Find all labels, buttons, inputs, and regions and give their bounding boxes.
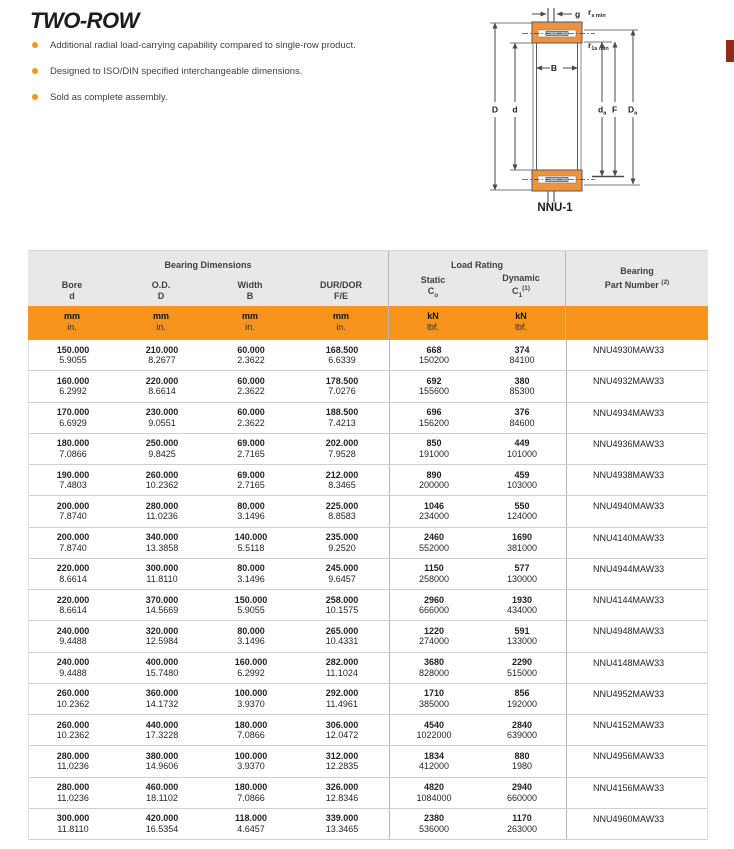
cell-static: 668 150200 bbox=[389, 340, 478, 370]
cell-static: 1834 412000 bbox=[389, 746, 478, 776]
cell-static: 1220 274000 bbox=[389, 621, 478, 651]
bullet-icon bbox=[32, 68, 38, 74]
cell-dur-dor: 258.000 10.1575 bbox=[325, 594, 359, 615]
feature-text: Designed to ISO/DIN specified interchangeable dimensions. bbox=[50, 66, 303, 77]
diagram-label-g: g bbox=[575, 9, 581, 19]
feature-list bbox=[32, 40, 462, 118]
cell-od: 460.000 18.1102 bbox=[145, 782, 179, 803]
cell-static: 890 200000 bbox=[389, 465, 478, 495]
cell-dynamic: 550 124000 bbox=[506, 500, 538, 522]
unit-cell: kN lbf. bbox=[514, 311, 527, 332]
cell-part-number: NNU4140MAW33 bbox=[566, 528, 709, 558]
column-header-part-number bbox=[565, 251, 708, 306]
cell-width: 118.000 4.6457 bbox=[234, 813, 268, 834]
table-row bbox=[29, 684, 707, 715]
cell-od: 250.000 9.8425 bbox=[145, 438, 179, 459]
units-row bbox=[28, 306, 708, 340]
cell-dur-dor: 245.000 9.6457 bbox=[325, 563, 359, 584]
cell-dynamic: 2840 639000 bbox=[506, 719, 538, 740]
unit-cell bbox=[565, 306, 708, 340]
table-row bbox=[29, 528, 707, 559]
cell-od: 400.000 15.7480 bbox=[145, 657, 179, 678]
cell-width: 160.000 6.2992 bbox=[234, 657, 268, 678]
cell-width: 80.000 3.1496 bbox=[237, 563, 265, 584]
diagram-caption: NNU-1 bbox=[537, 202, 573, 214]
column-header-static: Static $C_o$ bbox=[388, 270, 477, 306]
list-item bbox=[32, 40, 462, 51]
cell-bore: 160.000 6.2992 bbox=[56, 375, 90, 397]
diagram-label-d: d bbox=[512, 104, 518, 115]
cell-part-number: NNU4930MAW33 bbox=[566, 340, 709, 370]
cell-dur-dor: 292.000 11.4961 bbox=[325, 688, 359, 709]
cell-dynamic: 1170 263000 bbox=[506, 813, 538, 834]
cell-dur-dor: 326.000 12.8346 bbox=[325, 782, 359, 803]
unit-cell: mm in. bbox=[241, 311, 258, 332]
cell-bore: 260.000 10.2362 bbox=[56, 688, 90, 709]
table-row bbox=[29, 465, 707, 496]
part-header-line2: Part Number $^{(2)}$ bbox=[604, 279, 670, 290]
cell-part-number: NNU4148MAW33 bbox=[566, 653, 709, 683]
cell-part-number: NNU4960MAW33 bbox=[566, 809, 709, 839]
cell-dur-dor: 178.500 7.0276 bbox=[325, 375, 359, 397]
cell-dynamic: 2940 660000 bbox=[506, 782, 538, 803]
table-body bbox=[28, 340, 708, 840]
cell-bore: 170.000 6.6929 bbox=[56, 407, 90, 428]
cell-bore: 180.000 7.0866 bbox=[56, 438, 90, 459]
cell-od: 420.000 16.5354 bbox=[145, 813, 179, 834]
cell-part-number: NNU4156MAW33 bbox=[566, 778, 709, 808]
table-header bbox=[28, 250, 708, 306]
bearing-table bbox=[28, 250, 708, 840]
cell-part-number: NNU4144MAW33 bbox=[566, 590, 709, 620]
cell-od: 260.000 10.2362 bbox=[145, 469, 179, 490]
cell-part-number: NNU4152MAW33 bbox=[566, 715, 709, 745]
cell-width: 60.000 2.3622 bbox=[237, 407, 265, 428]
list-item bbox=[32, 92, 462, 103]
cell-bore: 300.000 11.8110 bbox=[56, 813, 90, 834]
cell-width: 140.000 5.5118 bbox=[234, 532, 268, 553]
cell-dynamic: 1930 434000 bbox=[506, 594, 538, 615]
table-row bbox=[29, 746, 707, 777]
cell-static: 1710 385000 bbox=[389, 684, 478, 714]
cell-bore: 280.000 11.0236 bbox=[56, 750, 90, 772]
page-edge-tab bbox=[726, 40, 734, 62]
group-header-load-rating: Load Rating bbox=[388, 251, 565, 270]
cell-od: 220.000 8.6614 bbox=[145, 375, 179, 397]
cell-static: 696 156200 bbox=[389, 403, 478, 433]
cell-dur-dor: 339.000 13.3465 bbox=[325, 813, 359, 834]
cell-static: 2460 552000 bbox=[389, 528, 478, 558]
column-header-dynamic: Dynamic $C_1^{(1)}$ bbox=[502, 273, 540, 299]
cell-dur-dor: 265.000 10.4331 bbox=[325, 625, 359, 647]
column-header-width: Width B bbox=[237, 280, 263, 301]
cell-width: 180.000 7.0866 bbox=[234, 782, 268, 803]
cell-bore: 150.000 5.9055 bbox=[56, 344, 90, 365]
bullet-icon bbox=[32, 94, 38, 100]
cell-od: 370.000 14.5669 bbox=[145, 594, 179, 615]
cell-dynamic: 380 85300 bbox=[509, 375, 535, 397]
cell-width: 80.000 3.1496 bbox=[237, 500, 265, 522]
cell-part-number: NNU4932MAW33 bbox=[566, 371, 709, 401]
cell-part-number: NNU4948MAW33 bbox=[566, 621, 709, 651]
group-header-bearing-dimensions: Bearing Dimensions bbox=[164, 260, 252, 270]
table-row bbox=[29, 371, 707, 402]
cell-dynamic: 376 84600 bbox=[509, 407, 535, 428]
unit-cell: mm in. bbox=[332, 311, 349, 332]
cell-od: 340.000 13.3858 bbox=[145, 532, 179, 553]
cell-static: 692 155600 bbox=[389, 371, 478, 401]
unit-cell: kN lbf. bbox=[388, 306, 477, 340]
cell-dur-dor: 312.000 12.2835 bbox=[325, 750, 359, 772]
diagram-label-D: D bbox=[491, 104, 499, 115]
bullet-icon bbox=[32, 42, 38, 48]
cell-width: 80.000 3.1496 bbox=[237, 625, 265, 647]
cell-part-number: NNU4944MAW33 bbox=[566, 559, 709, 589]
unit-cell: mm in. bbox=[152, 311, 169, 332]
cell-static: 1046 234000 bbox=[389, 496, 478, 526]
cell-od: 380.000 14.9606 bbox=[145, 750, 179, 772]
diagram-label-r1s-min: $r_{1s min}$ bbox=[588, 40, 609, 52]
part-header-line1: Bearing bbox=[620, 266, 654, 276]
cell-dur-dor: 202.000 7.9528 bbox=[325, 438, 359, 459]
table-row bbox=[29, 590, 707, 621]
cell-bore: 240.000 9.4488 bbox=[56, 625, 90, 647]
cell-width: 180.000 7.0866 bbox=[234, 719, 268, 740]
cell-static: 1150 258000 bbox=[389, 559, 478, 589]
table-row bbox=[29, 778, 707, 809]
cell-width: 60.000 2.3622 bbox=[237, 344, 265, 365]
cell-od: 440.000 17.3228 bbox=[145, 719, 179, 740]
cell-dur-dor: 306.000 12.0472 bbox=[325, 719, 359, 740]
cell-bore: 280.000 11.0236 bbox=[56, 782, 90, 803]
page-title: TWO-ROW bbox=[30, 8, 139, 33]
column-header-bore: Bore d bbox=[61, 280, 83, 301]
cell-bore: 190.000 7.4803 bbox=[56, 469, 90, 490]
table-row bbox=[29, 434, 707, 465]
cell-bore: 220.000 8.6614 bbox=[56, 594, 90, 615]
cell-dynamic: 1690 381000 bbox=[506, 532, 538, 553]
diagram-label-Da: $D_a$ bbox=[628, 104, 638, 117]
cell-bore: 260.000 10.2362 bbox=[56, 719, 90, 740]
bearing-diagram bbox=[462, 4, 712, 216]
bearing-cross-section bbox=[462, 4, 712, 216]
cell-dynamic: 856 192000 bbox=[506, 688, 538, 709]
diagram-label-B: B bbox=[550, 63, 558, 73]
feature-text: Sold as complete assembly. bbox=[50, 92, 168, 103]
cell-bore: 220.000 8.6614 bbox=[56, 563, 90, 584]
cell-dur-dor: 212.000 8.3465 bbox=[325, 469, 359, 490]
cell-part-number: NNU4940MAW33 bbox=[566, 496, 709, 526]
table-row bbox=[29, 340, 707, 371]
table-row bbox=[29, 403, 707, 434]
column-header-od: O.D. D bbox=[151, 280, 171, 301]
cell-bore: 240.000 9.4488 bbox=[56, 657, 90, 678]
table-row bbox=[29, 715, 707, 746]
table-row bbox=[29, 809, 707, 840]
cell-width: 60.000 2.3622 bbox=[237, 375, 265, 397]
cell-od: 280.000 11.0236 bbox=[145, 500, 179, 522]
cell-dynamic: 591 133000 bbox=[506, 625, 538, 647]
table-row bbox=[29, 496, 707, 527]
cell-width: 100.000 3.9370 bbox=[234, 688, 268, 709]
cell-od: 230.000 9.0551 bbox=[145, 407, 179, 428]
cell-part-number: NNU4934MAW33 bbox=[566, 403, 709, 433]
table-row bbox=[29, 653, 707, 684]
cell-part-number: NNU4936MAW33 bbox=[566, 434, 709, 464]
cell-width: 100.000 3.9370 bbox=[234, 750, 268, 772]
cell-part-number: NNU4956MAW33 bbox=[566, 746, 709, 776]
cell-static: 850 191000 bbox=[389, 434, 478, 464]
diagram-label-rs-min: $r_{s min}$ bbox=[588, 7, 606, 19]
cell-dynamic: 2290 515000 bbox=[506, 657, 538, 678]
cell-part-number: NNU4952MAW33 bbox=[566, 684, 709, 714]
cell-static: 2960 666000 bbox=[389, 590, 478, 620]
cell-od: 210.000 8.2677 bbox=[145, 344, 179, 365]
cell-bore: 200.000 7.8740 bbox=[56, 532, 90, 553]
cell-static: 2380 536000 bbox=[389, 809, 478, 839]
cell-od: 300.000 11.8110 bbox=[145, 563, 179, 584]
cell-dur-dor: 188.500 7.4213 bbox=[325, 407, 359, 428]
cell-width: 150.000 5.9055 bbox=[234, 594, 268, 615]
cell-dynamic: 449 101000 bbox=[506, 438, 538, 459]
cell-dynamic: 880 1980 bbox=[511, 750, 533, 772]
cell-static: 4820 1084000 bbox=[389, 778, 478, 808]
column-header-dur-dor: DUR/DOR F/E bbox=[320, 280, 362, 301]
unit-cell: mm in. bbox=[63, 311, 80, 332]
table-row bbox=[29, 621, 707, 652]
feature-text: Additional radial load-carrying capability compared to single-row product. bbox=[50, 40, 356, 51]
cell-part-number: NNU4938MAW33 bbox=[566, 465, 709, 495]
cell-dynamic: 459 103000 bbox=[506, 469, 538, 490]
diagram-label-F: F bbox=[612, 104, 618, 115]
list-item bbox=[32, 66, 462, 77]
cell-od: 360.000 14.1732 bbox=[145, 688, 179, 709]
cell-static: 3680 828000 bbox=[389, 653, 478, 683]
cell-od: 320.000 12.5984 bbox=[145, 625, 179, 647]
cell-static: 4540 1022000 bbox=[389, 715, 478, 745]
diagram-label-da: $d_a$ bbox=[598, 104, 607, 117]
cell-bore: 200.000 7.8740 bbox=[56, 500, 90, 522]
cell-dur-dor: 282.000 11.1024 bbox=[325, 657, 359, 678]
cell-dynamic: 374 84100 bbox=[509, 344, 535, 365]
cell-dynamic: 577 130000 bbox=[506, 563, 538, 584]
table-row bbox=[29, 559, 707, 590]
cell-width: 69.000 2.7165 bbox=[237, 469, 265, 490]
cell-dur-dor: 225.000 8.8583 bbox=[325, 500, 359, 522]
cell-width: 69.000 2.7165 bbox=[237, 438, 265, 459]
cell-dur-dor: 235.000 9.2520 bbox=[325, 532, 359, 553]
cell-dur-dor: 168.500 6.6339 bbox=[325, 344, 359, 365]
